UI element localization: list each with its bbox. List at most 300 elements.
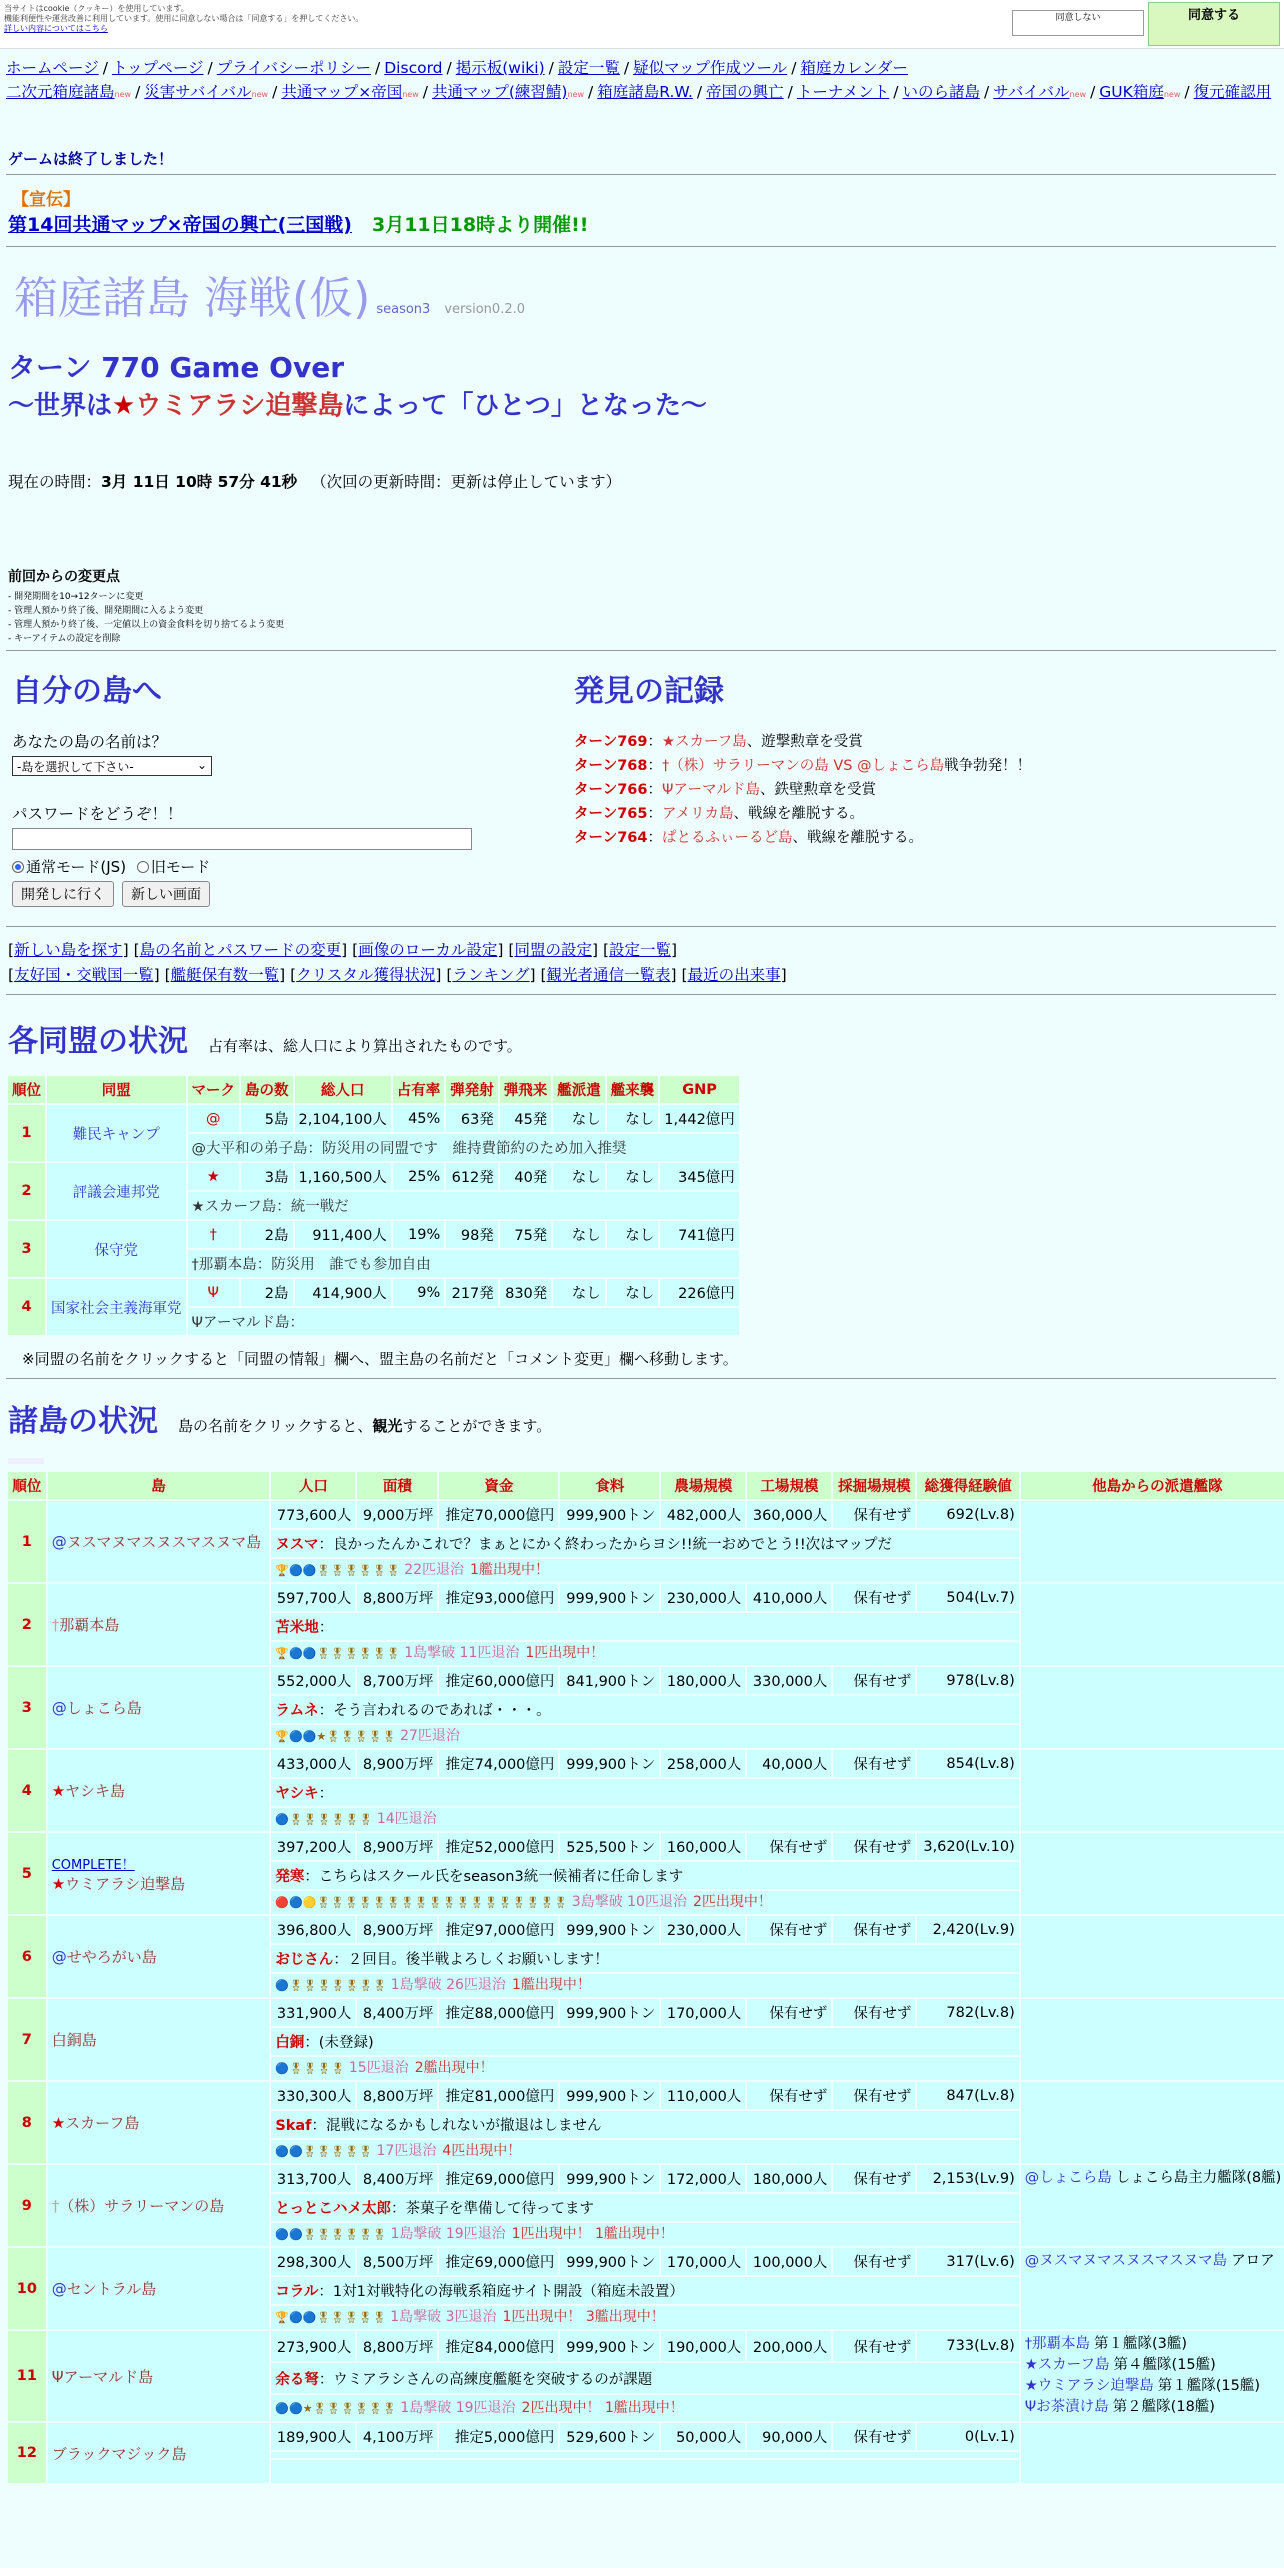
unification-banner xyxy=(8,385,707,422)
dispatch-island[interactable]: †那覇本島 xyxy=(1024,2336,1091,2352)
island-medals xyxy=(271,2395,1018,2421)
island-factory: 40,000人 xyxy=(747,1750,831,1777)
nav-separator: / xyxy=(791,59,797,77)
complete-image: COMPLETE！ xyxy=(51,1857,135,1873)
alliance-header: 順位 xyxy=(8,1076,45,1103)
island-name-cell[interactable] xyxy=(48,2082,270,2163)
nav-link[interactable]: 共通マップ×帝国 xyxy=(281,83,403,101)
utility-link[interactable]: 最近の出来事 xyxy=(687,966,781,984)
island-mark: ★ xyxy=(51,1874,66,1893)
nav-link[interactable]: 共通マップ(練習鯖) xyxy=(432,83,568,101)
ship-appearing: 1匹出現中！ xyxy=(525,1645,605,1661)
discovery-island[interactable]: †（株）サラリーマンの島 VS @しょこら島 xyxy=(661,758,945,774)
island-row xyxy=(8,2423,1284,2450)
island-name-cell[interactable] xyxy=(48,2423,270,2483)
bracket: ] xyxy=(435,966,447,984)
medal-icons: 🔴🔵🟡🎖🎖🎖🎖🎖🎖🎖🎖🎖🎖🎖🎖🎖🎖🎖🎖🎖🎖 xyxy=(275,1896,568,1909)
island-mine: 保有せず xyxy=(833,1916,915,1943)
discovery-island[interactable]: ★スカーフ島 xyxy=(661,734,747,750)
island-comment-text: ：２回目。後半戦よろしくお願いします！ xyxy=(333,1952,609,1968)
medal-icons: 🔵🎖🎖🎖🎖 xyxy=(275,2062,345,2075)
island-farm: 258,000人 xyxy=(661,1750,745,1777)
island-pop: 773,600人 xyxy=(271,1501,355,1528)
time-label: 現在の時間： xyxy=(8,473,102,491)
island-name[interactable]: せやろがい島 xyxy=(66,1948,157,1966)
island-farm: 170,000人 xyxy=(661,1999,745,2026)
discovery-turn: ターン764 xyxy=(574,830,648,846)
island-name[interactable]: アーマルド島 xyxy=(63,2367,154,2386)
island-area: 8,800万坪 xyxy=(357,1584,437,1611)
changes-list xyxy=(8,590,284,646)
dispatch-fleets xyxy=(1021,1501,1284,1582)
alliance-header: 艦派遣 xyxy=(553,1076,605,1103)
island-comment-text: ：ウミアラシさんの高練度艦艇を突破するのが課題 xyxy=(318,2371,653,2388)
island-medals xyxy=(271,2306,1018,2329)
island-comment-text: ： xyxy=(318,1786,334,1802)
islands-header: 人口 xyxy=(271,1472,355,1499)
discovery-island[interactable]: アメリカ島 xyxy=(661,806,734,822)
utility-link[interactable]: 画像のローカル設定 xyxy=(358,941,498,959)
alliance-comment[interactable]: Ψアーマルド島： xyxy=(188,1308,739,1335)
dispatch-fleets xyxy=(1021,1667,1284,1748)
island-exp: 782(Lv.8) xyxy=(917,1999,1018,2026)
island-area: 8,400万坪 xyxy=(357,1999,437,2026)
new-badge: new xyxy=(251,90,269,99)
current-time xyxy=(8,470,621,492)
island-name[interactable]: ブラックマジック島 xyxy=(51,2444,187,2463)
alliance-header: 総人口 xyxy=(295,1076,391,1103)
discovery-heading: 発見の記録 xyxy=(574,674,724,709)
discovery-turn: ターン768 xyxy=(574,758,648,774)
island-owner: ヌスマ xyxy=(275,1537,319,1553)
discovery-colon: ： xyxy=(647,758,662,774)
island-mine: 保有せず xyxy=(833,1501,915,1528)
nav-separator: / xyxy=(893,83,899,101)
nav-link[interactable]: Discord xyxy=(384,59,443,77)
island-name[interactable]: セントラル島 xyxy=(66,2280,157,2298)
island-comment xyxy=(271,2028,1018,2055)
nav-link[interactable]: 箱庭カレンダー xyxy=(800,59,908,77)
dispatch-island[interactable]: @ヌスマヌマスヌスマスヌマ島 xyxy=(1024,2253,1228,2269)
turn-status: ターン 770 Game Over xyxy=(8,351,345,384)
island-pop: 597,700人 xyxy=(271,1584,355,1611)
alliance-header: 艦来襲 xyxy=(607,1076,659,1103)
new-badge: new xyxy=(567,90,585,99)
island-name-cell[interactable] xyxy=(48,1833,270,1914)
new-badge: new xyxy=(1163,90,1181,99)
island-area: 8,800万坪 xyxy=(357,2331,437,2361)
change-item: - キーアイテムの設定を削除 xyxy=(8,634,121,644)
nav-link[interactable]: GUK箱庭 xyxy=(1099,83,1164,101)
island-rank: 9 xyxy=(8,2165,46,2246)
island-comment xyxy=(271,1613,1018,1640)
discovery-colon: ： xyxy=(647,782,662,798)
utility-link[interactable]: 新しい島を探す xyxy=(14,941,123,959)
island-food: 999,900トン xyxy=(560,2248,659,2275)
island-rank: 10 xyxy=(8,2248,46,2329)
nav-separator: / xyxy=(135,83,141,101)
island-comment xyxy=(271,2111,1018,2138)
island-comment xyxy=(271,2277,1018,2304)
alliance-name[interactable]: 保守党 xyxy=(47,1221,186,1277)
nav-separator: / xyxy=(102,59,108,77)
alliance-recv: なし xyxy=(607,1279,659,1306)
bracket: ] xyxy=(341,941,353,959)
chevron-down-icon: ⌄ xyxy=(196,758,207,772)
password-label: パスワードをどうぞ！！ xyxy=(12,805,183,823)
island-food: 999,900トン xyxy=(560,1584,659,1611)
nav-link[interactable]: サバイバル xyxy=(993,83,1070,101)
island-comment-text: ：混戦になるかもしれないが撤退はしません xyxy=(311,2118,602,2134)
alliance-header: 同盟 xyxy=(47,1076,186,1103)
nav-link[interactable]: 帝国の興亡 xyxy=(706,83,784,101)
utility-link[interactable]: 観光者通信一覧表 xyxy=(546,966,671,984)
islands-header: 農場規模 xyxy=(661,1472,745,1499)
island-area: 4,100万坪 xyxy=(357,2423,437,2450)
medal-icons: 🏆🔵🔵🎖🎖🎖🎖🎖 xyxy=(275,2311,387,2324)
island-farm: 230,000人 xyxy=(661,1916,745,1943)
island-mine: 保有せず xyxy=(833,1833,915,1860)
alliance-heading-text: 各同盟の状況 xyxy=(8,1024,188,1059)
island-exp: 0(Lv.1) xyxy=(917,2423,1018,2450)
island-name[interactable]: （株）サラリーマンの島 xyxy=(59,2197,225,2215)
island-mine: 保有せず xyxy=(833,1584,915,1611)
cookie-text xyxy=(4,4,604,34)
changes-section xyxy=(8,566,284,646)
island-rank: 1 xyxy=(8,1501,46,1582)
island-money: 推定93,000億円 xyxy=(439,1584,558,1611)
island-farm: 482,000人 xyxy=(661,1501,745,1528)
discovery-island[interactable]: ぱとるふぃーるど島 xyxy=(661,830,793,846)
islands-header: 工場規模 xyxy=(747,1472,831,1499)
cookie-banner xyxy=(0,0,1284,49)
alliance-header: GNP xyxy=(660,1076,739,1103)
nav-link[interactable]: 箱庭諸島R.W. xyxy=(597,83,693,101)
island-pop: 433,000人 xyxy=(271,1750,355,1777)
dispatch-fleets xyxy=(1021,2248,1284,2329)
island-rank: 7 xyxy=(8,1999,46,2080)
ship-appearing: 1匹出現中！ 3艦出現中！ xyxy=(502,2309,665,2325)
island-name[interactable]: スカーフ島 xyxy=(65,2114,140,2132)
island-farm: 230,000人 xyxy=(661,1584,745,1611)
islands-table xyxy=(6,1470,1284,2485)
cookie-line-1: 当サイトはcookie（クッキー）を使用しています。 xyxy=(4,4,189,13)
nav-link[interactable]: 掲示板(wiki) xyxy=(455,59,545,77)
alliance-send: なし xyxy=(553,1279,605,1306)
island-name-cell[interactable] xyxy=(48,1916,270,1997)
island-row xyxy=(8,2248,1284,2275)
nav-link[interactable]: 二次元箱庭諸島 xyxy=(6,83,115,101)
alliance-recv: なし xyxy=(607,1221,659,1248)
bracket: ] xyxy=(591,941,603,959)
monster-retreat: 3島撃破 10匹退治 xyxy=(571,1894,687,1910)
discovery-text: 戦争勃発！！ xyxy=(944,758,1032,774)
nav-separator: / xyxy=(787,83,793,101)
island-name-cell[interactable] xyxy=(48,1584,270,1665)
island-food: 841,900トン xyxy=(560,1667,659,1694)
island-name[interactable]: しょこら島 xyxy=(66,1699,142,1717)
island-comment-text: ：1対1対戦特化の海戦系箱庭サイト開設（箱庭未設置） xyxy=(318,2284,684,2300)
dispatch-island[interactable]: ★ウミアラシ迫撃島 xyxy=(1024,2378,1154,2394)
discovery-item xyxy=(574,826,1031,850)
nav-row xyxy=(6,56,1276,80)
discovery-text: 、戦線を離脱する。 xyxy=(792,830,923,846)
island-food: 529,600トン xyxy=(560,2423,659,2450)
island-mark: @ xyxy=(51,2280,67,2298)
island-mine: 保有せず xyxy=(833,2082,915,2109)
discovery-text: 、戦線を離脱する。 xyxy=(733,806,864,822)
island-name-cell[interactable] xyxy=(48,1501,270,1582)
utility-link[interactable]: 艦艇保有数一覧 xyxy=(170,966,280,984)
alliance-pop: 911,400人 xyxy=(295,1221,391,1248)
island-select[interactable] xyxy=(12,756,212,776)
island-name[interactable]: 那覇本島 xyxy=(59,1616,120,1634)
alliance-mark: Ψ xyxy=(188,1279,240,1306)
nav-separator: / xyxy=(984,83,990,101)
island-food: 999,900トン xyxy=(560,1999,659,2026)
island-name-cell[interactable] xyxy=(48,2248,270,2329)
alliance-rank: 4 xyxy=(8,1279,45,1335)
bracket: ] xyxy=(671,941,678,959)
island-farm: 170,000人 xyxy=(661,2248,745,2275)
nav-link[interactable]: いのら諸島 xyxy=(902,83,981,101)
new-badge: new xyxy=(1069,90,1087,99)
medal-icons: 🔵🎖🎖🎖🎖🎖🎖 xyxy=(275,1813,373,1826)
dispatch-fleets xyxy=(1021,2165,1284,2246)
island-comment-text: ：(未登録) xyxy=(304,2035,374,2051)
island-mark: ★ xyxy=(51,1782,66,1800)
top-navigation xyxy=(6,56,1276,107)
island-factory: 180,000人 xyxy=(747,2165,831,2192)
island-name-cell[interactable] xyxy=(48,1750,270,1831)
nav-link[interactable]: プライバシーポリシー xyxy=(216,59,372,77)
unify-prefix: 〜世界は xyxy=(8,391,113,421)
nav-link[interactable]: トップページ xyxy=(111,59,204,77)
island-comment xyxy=(271,1696,1018,1723)
dispatch-fleets xyxy=(1021,1584,1284,1665)
utility-link[interactable]: 設定一覧 xyxy=(609,941,672,959)
utility-links xyxy=(8,938,787,988)
island-comment xyxy=(271,2194,1018,2221)
dispatch-island[interactable]: @しょこら島 xyxy=(1024,2170,1112,2186)
nav-separator: / xyxy=(272,83,278,101)
islands-note-pre: 島の名前をクリックすると、 xyxy=(178,1417,373,1435)
dispatch-item xyxy=(1025,2334,1284,2355)
island-owner: 発寒 xyxy=(275,1869,305,1885)
alliance-comment[interactable]: †那覇本島：防災用 誰でも参加自由 xyxy=(188,1250,739,1277)
alliance-comment[interactable]: ★スカーフ島：統一戦だ xyxy=(188,1192,739,1219)
islands-header: 食料 xyxy=(560,1472,659,1499)
nav-separator: / xyxy=(375,59,381,77)
island-name[interactable]: ウミアラシ迫撃島 xyxy=(65,1874,186,1893)
alliance-pop: 1,160,500人 xyxy=(295,1163,391,1190)
dispatch-item xyxy=(1025,2168,1284,2189)
bracket: [ xyxy=(681,966,688,984)
develop-button[interactable]: 開発しに行く xyxy=(12,881,114,907)
island-medals xyxy=(271,1974,1018,1997)
island-name[interactable]: ヤシキ島 xyxy=(65,1782,126,1800)
island-name-cell[interactable] xyxy=(48,2331,270,2421)
island-exp: 3,620(Lv.10) xyxy=(917,1833,1018,1860)
island-money: 推定97,000億円 xyxy=(439,1916,558,1943)
island-money: 推定88,000億円 xyxy=(439,1999,558,2026)
island-medals xyxy=(271,1891,1018,1914)
island-name-cell[interactable] xyxy=(48,2165,270,2246)
alliance-name[interactable]: 国家社会主義海軍党 xyxy=(47,1279,186,1335)
island-name[interactable]: 白銅島 xyxy=(51,2031,97,2049)
island-factory: 200,000人 xyxy=(747,2331,831,2361)
island-money: 推定52,000億円 xyxy=(439,1833,558,1860)
island-area: 8,500万坪 xyxy=(357,2248,437,2275)
island-comment xyxy=(271,1862,1018,1889)
island-medals xyxy=(271,2223,1018,2246)
site-title-season: season3 xyxy=(376,302,431,317)
bracket: [ xyxy=(508,941,515,959)
divider xyxy=(6,650,1276,651)
password-input[interactable] xyxy=(12,828,472,850)
utility-link[interactable]: 友好国・交戦国一覧 xyxy=(14,966,154,984)
my-island-heading: 自分の島へ xyxy=(12,674,162,709)
mode-js-label: 通常モード(JS) xyxy=(26,858,127,876)
alliance-hit: 75発 xyxy=(500,1221,552,1248)
island-medals xyxy=(271,1559,1018,1582)
cookie-agree-label: 同意する xyxy=(1187,8,1240,23)
island-comment-text: ：良かったんかこれで？まぁとにかく終わったからヨシ!!統一おめでとう!!次はマップだ xyxy=(318,1537,893,1553)
alliance-name[interactable]: 評議会連邦党 xyxy=(47,1163,186,1219)
monster-retreat: 1島撃破 19匹退治 xyxy=(400,2399,516,2416)
discovery-text: 、鉄壁勲章を受賞 xyxy=(759,782,876,798)
island-name-cell[interactable] xyxy=(48,1999,270,2080)
island-owner: コラル xyxy=(275,2284,319,2300)
island-name[interactable]: ヌスマヌマスヌスマスヌマ島 xyxy=(66,1533,262,1551)
nav-separator: / xyxy=(696,83,703,101)
island-name-cell[interactable] xyxy=(48,1667,270,1748)
alliance-hit: 830発 xyxy=(500,1279,552,1306)
mode-old-radio[interactable] xyxy=(137,861,149,873)
discovery-island[interactable]: Ψアーマルド島 xyxy=(661,782,760,798)
island-factory: 保有せず xyxy=(747,1999,831,2026)
monster-retreat: 14匹退治 xyxy=(376,1811,437,1827)
alliance-note: 占有率は、総人口により算出されたものです。 xyxy=(208,1037,522,1055)
dispatch-island[interactable]: Ψお茶漬け島 xyxy=(1024,2399,1109,2415)
island-food: 525,500トン xyxy=(560,1833,659,1860)
bracket: [ xyxy=(352,941,359,959)
bracket: [ xyxy=(133,941,140,959)
island-farm: 160,000人 xyxy=(661,1833,745,1860)
island-area: 8,900万坪 xyxy=(357,1750,437,1777)
alliance-fire: 217発 xyxy=(446,1279,498,1306)
islands-header: 島 xyxy=(48,1472,270,1499)
island-comment xyxy=(271,2363,1018,2393)
island-mine: 保有せず xyxy=(833,2331,915,2361)
bracket: [ xyxy=(540,966,547,984)
divider xyxy=(6,926,1276,927)
island-farm: 50,000人 xyxy=(661,2423,745,2450)
table-stub xyxy=(8,1458,44,1464)
island-factory: 90,000人 xyxy=(747,2423,831,2450)
utility-link[interactable]: 同盟の設定 xyxy=(514,941,592,959)
island-row xyxy=(8,1833,1284,1860)
nav-link[interactable]: ホームページ xyxy=(6,59,99,77)
cookie-deny-button[interactable] xyxy=(1012,10,1144,36)
islands-note-post: することができます。 xyxy=(402,1417,552,1435)
island-exp: 854(Lv.8) xyxy=(917,1750,1018,1777)
islands-heading-text: 諸島の状況 xyxy=(8,1404,158,1439)
bracket: [ xyxy=(8,966,15,984)
alliance-row xyxy=(8,1163,739,1190)
discovery-item xyxy=(574,730,1031,754)
cookie-agree-button[interactable] xyxy=(1148,2,1280,46)
utility-link-row xyxy=(8,963,787,988)
nav-separator: / xyxy=(623,59,630,77)
discovery-colon: ： xyxy=(647,734,662,750)
medal-icons: 🔵🔵🎖🎖🎖🎖🎖🎖 xyxy=(275,2228,387,2241)
alliance-send: なし xyxy=(553,1221,605,1248)
dispatch-fleets xyxy=(1021,1999,1284,2080)
alliance-mark: @ xyxy=(188,1105,240,1132)
nav-link[interactable]: 災害サバイバル xyxy=(144,83,252,101)
medal-icons: 🔵🎖🎖🎖🎖🎖🎖🎖 xyxy=(275,1979,387,1992)
island-money: 推定60,000億円 xyxy=(439,1667,558,1694)
island-comment-text: ：こちらはスクール氏をseason3統一候補者に任命します xyxy=(304,1869,684,1885)
nav-separator: / xyxy=(1090,83,1096,101)
alliance-row xyxy=(8,1105,739,1132)
utility-link[interactable]: ランキング xyxy=(452,966,530,984)
nav-link[interactable]: 疑似マップ作成ツール xyxy=(633,59,788,77)
alliance-gnp: 1,442億円 xyxy=(660,1105,739,1132)
island-row xyxy=(8,1916,1284,1943)
cookie-details-link[interactable]: 詳しい内容についてはこちら xyxy=(4,24,108,33)
dispatch-fleet: 第１艦隊(15艦) xyxy=(1157,2378,1261,2394)
alliance-name[interactable]: 難民キャンプ xyxy=(47,1105,186,1161)
game-over-notice: ゲームは終了しました！ xyxy=(8,150,174,168)
cookie-line-2: 機能利便性や運営改善に利用しています。使用に同意しない場合は「同意する」を押してください。 xyxy=(4,14,364,23)
discovery-colon: ： xyxy=(647,806,662,822)
medal-icons: 🔵🔵🎖🎖🎖🎖🎖 xyxy=(275,2145,373,2158)
island-mark: @ xyxy=(51,1948,67,1966)
promo-tag: 【宣伝】 xyxy=(12,190,80,210)
nav-link[interactable]: トーナメント xyxy=(796,83,890,101)
island-medals xyxy=(271,1642,1018,1665)
alliance-share: 19% xyxy=(393,1221,445,1248)
new-screen-button[interactable]: 新しい画面 xyxy=(122,881,210,907)
alliance-pop: 414,900人 xyxy=(295,1279,391,1306)
utility-link[interactable]: クリスタル獲得状況 xyxy=(296,966,436,984)
islands-header: 順位 xyxy=(8,1472,46,1499)
dispatch-fleet: しょこら島主力艦隊(8艦) xyxy=(1115,2170,1282,2186)
island-medals xyxy=(271,2460,1018,2483)
alliance-hit: 40発 xyxy=(500,1163,552,1190)
dispatch-island[interactable]: ★スカーフ島 xyxy=(1024,2357,1110,2373)
island-exp: 692(Lv.8) xyxy=(917,1501,1018,1528)
divider xyxy=(6,1378,1276,1379)
mode-js-radio[interactable] xyxy=(12,861,24,873)
island-area: 8,900万坪 xyxy=(357,1833,437,1860)
island-food: 999,900トン xyxy=(560,2331,659,2361)
promo-link[interactable]: 第14回共通マップ×帝国の興亡(三国戦) xyxy=(8,214,352,236)
discovery-item xyxy=(574,778,1031,802)
alliance-comment[interactable]: @大平和の弟子島：防災用の同盟です 維持費節約のため加入推奨 xyxy=(188,1134,739,1161)
island-mark: † xyxy=(51,1616,60,1634)
island-pop: 273,900人 xyxy=(271,2331,355,2361)
utility-link[interactable]: 島の名前とパスワードの変更 xyxy=(139,941,342,959)
monster-retreat: 1島撃破 3匹退治 xyxy=(390,2309,497,2325)
bracket: ] xyxy=(529,966,541,984)
nav-link[interactable]: 設定一覧 xyxy=(557,59,620,77)
island-owner: とっとこハメ太郎 xyxy=(275,2201,392,2217)
nav-link[interactable]: 復元確認用 xyxy=(1193,83,1272,101)
medal-icons: 🏆🔵🔵🎖🎖🎖🎖🎖🎖 xyxy=(275,1564,401,1577)
